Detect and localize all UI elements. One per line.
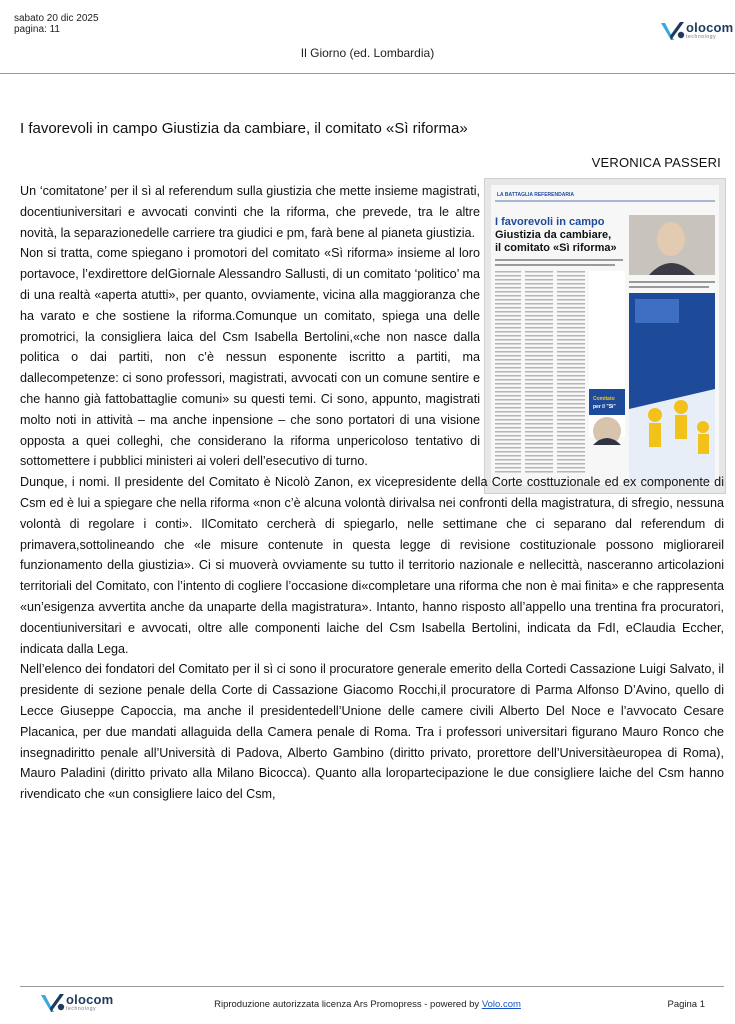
logo-word: olocom (686, 20, 734, 35)
article-title: I favorevoli in campo Giustizia da cambiare, il comitato «Sì riforma» (20, 120, 468, 137)
footer-logo-sub: technology (66, 1006, 97, 1012)
footer-logo-word: olocom (66, 992, 114, 1007)
article-paragraph-1: Un ‘comitatone’ per il sì al referendum sulla giustizia che mette insieme magistrati, docentiuniversitari e avvocati convinti che la riforma, che prevede, tra le altre novità, la separazionedelle carriere tra giudici e pm, farà bene al pianeta giustizia. (20, 184, 480, 240)
header-divider (0, 73, 735, 74)
logo-sub: technology (686, 34, 717, 40)
clip-box-label-1: Comitato (593, 396, 615, 402)
clip-headline-3: il comitato «Sì riforma» (495, 242, 617, 254)
header-meta (14, 13, 99, 35)
clip-section-label: LA BATTAGLIA REFERENDARIA (497, 192, 574, 198)
footer-page-number: Pagina 1 (667, 999, 705, 1010)
article-paragraph-3: Dunque, i nomi. Il presidente del Comitato è Nicolò Zanon, ex vicepresidente della Corte costtuzionale ed ex componente di Csm ed è lui a spiegare che nella riforma «non c’è alcuna volontà dirivalsa nei confronti della magistratura, di sfregio, nessuna volontà di regolare i conti». IlComitato cercherà di spiegarlo, nelle settimane che ci separano dal referendum di primavera,sottolineando che «le misure contenute in questa legge di revisione costituzionale possono migliorareil funzionamento della giustizia». Ci si muoverà ovviamente su tutto il territorio nazionale e nellecittà, nasceranno articolazioni territoriali del Comitato, con l’intento di cogliere l’occasione di«completare una riforma che non è mai finita» e che rappresenta «un’esigenza avvertita anche da unaparte della magistratura». Intanto, hanno risposto all’appello una trentina fra procuratori, docentiuniversitari e avvocati, oltre alle componenti laiche del Csm Isabella Bertolini, indicata da FdI, eClaudia Eccher, indicata dalla Lega. (20, 475, 724, 656)
article-paragraph-4: Nell’elenco dei fondatori del Comitato per il sì ci sono il procuratore generale emerito della Cortedi Cassazione Luigi Salvato, il presidente di sezione penale della Corte di Cassazione Giacomo Rocchi,il procuratore di Parma Alfonso D’Avino, quello di Lecce Giuseppe Capoccia, ma anche il presidentedell’Unione delle camere civili Alberto Del Noce e l’avvocato Cesare Placanica, per due mandati allaguida della Camera penale di Roma. Tra i professori universitari figurano Mauro Ronco che insegnadiritto penale all’Università di Padova, Alberto Gambino (diritto privato, prorettore dell’Universitàeuropea di Roma), Mauro Paladini (diritto privato alla Milano Bicocca). Quanto alla loropartecipazione le due consigliere laiche del Csm hanno rivendicato che «un consigliere laico del Csm, (20, 662, 724, 802)
issue-date: sabato 20 dic 2025 (14, 13, 99, 24)
issue-page: pagina: 11 (14, 24, 60, 35)
volocom-logo (660, 20, 733, 42)
article-paragraph-2: Non si tratta, come spiegano i promotori del comitato «Sì riforma» insieme al loro portavoce, l’exdirettore delGiornale Alessandro Sallusti, di un comitato ‘politico’ ma di una realtà «aperta atutti», per quanto, ovviamente, vicina alla maggioranza che ha varato e che sostiene la riforma.Comunque un comitato, spiega una delle promotrici, la consigliera laica del Csm Isabella Bertolini,«che non nasce dalla politica o dai partiti, non c’è nessun esponente iscritto a partiti, ma dallecompetenze: ci sono professori, magistrati, avvocati con un comune sentire e che hanno già fattobattaglie comuni» su questi temi. Ci sono, appunto, magistrati molto noti in attività – ma anche inpensione – che sono portatori di una visione opposta a quei colleghi, che considerano la riforma unpericoloso tentativo di sottomettere i pubblici ministeri ai voleri dell’esecutivo di turno. (20, 246, 480, 469)
article-author: VERONICA PASSERI (591, 155, 721, 170)
clip-box-label-2: per il "Sì" (593, 404, 616, 410)
footer-divider (20, 986, 724, 987)
footer-credits (0, 999, 735, 1010)
publication-name: Il Giorno (ed. Lombardia) (300, 46, 435, 60)
article-body (20, 181, 724, 805)
footer-license-text: Riproduzione autorizzata licenza Ars Promopress - powered by (214, 999, 482, 1010)
clip-headline-2: Giustizia da cambiare, (495, 229, 612, 241)
clip-headline-1: I favorevoli in campo (495, 216, 605, 228)
volocom-logo-icon (660, 20, 686, 42)
footer-volo-link[interactable]: Volo.com (481, 999, 521, 1010)
